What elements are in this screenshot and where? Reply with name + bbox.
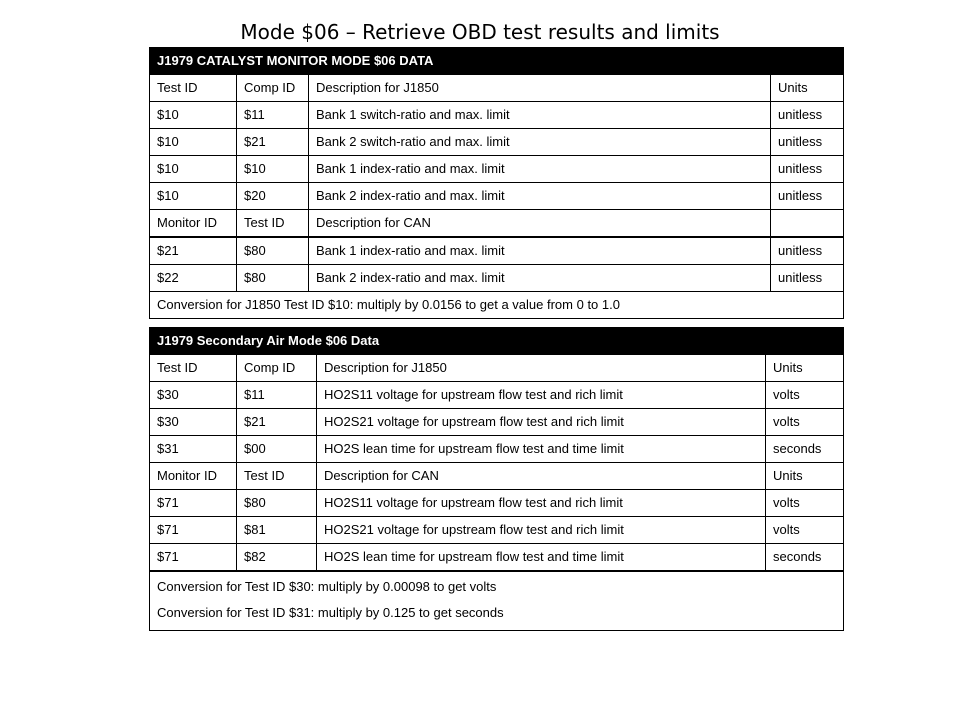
comp-id-cell: $21 — [237, 129, 309, 156]
column-header: Monitor ID — [150, 210, 237, 238]
description-cell: Bank 2 switch-ratio and max. limit — [309, 129, 771, 156]
secondary-air-table — [149, 327, 844, 631]
units-cell: unitless — [771, 156, 844, 183]
table-row — [150, 517, 844, 544]
units-cell: volts — [766, 409, 844, 436]
test-id-cell: $80 — [237, 237, 309, 265]
description-cell: Bank 1 index-ratio and max. limit — [309, 156, 771, 183]
conversion-note-row — [150, 292, 844, 319]
monitor-id-cell: $71 — [150, 544, 237, 572]
column-header: Test ID — [150, 355, 237, 382]
column-header: Test ID — [150, 75, 237, 102]
conversion-note: Conversion for J1850 Test ID $10: multiply by 0.0156 to get a value from 0 to 1.0 — [150, 292, 844, 319]
test-id-cell: $30 — [150, 409, 237, 436]
test-id-cell: $30 — [150, 382, 237, 409]
comp-id-cell: $21 — [237, 409, 317, 436]
description-cell: HO2S lean time for upstream flow test and time limit — [317, 436, 766, 463]
table-row — [150, 544, 844, 572]
conversion-note: Conversion for Test ID $30: multiply by 0.00098 to get volts — [157, 579, 497, 594]
units-cell: seconds — [766, 544, 844, 572]
column-header: Units — [766, 463, 844, 490]
column-header: Units — [766, 355, 844, 382]
comp-id-cell: $20 — [237, 183, 309, 210]
column-header: Description for J1850 — [317, 355, 766, 382]
column-header: Description for CAN — [317, 463, 766, 490]
description-cell: Bank 1 switch-ratio and max. limit — [309, 102, 771, 129]
table-row — [150, 436, 844, 463]
column-header: Description for J1850 — [309, 75, 771, 102]
table-row — [150, 382, 844, 409]
table-row — [150, 490, 844, 517]
column-header: Units — [771, 75, 844, 102]
units-cell: seconds — [766, 436, 844, 463]
table-row — [150, 129, 844, 156]
units-cell: unitless — [771, 237, 844, 265]
conversion-note: Conversion for Test ID $31: multiply by 0.125 to get seconds — [157, 605, 504, 620]
description-cell: HO2S21 voltage for upstream flow test and rich limit — [317, 517, 766, 544]
comp-id-cell: $00 — [237, 436, 317, 463]
monitor-id-cell: $71 — [150, 517, 237, 544]
table-header-row — [150, 48, 844, 75]
units-cell: volts — [766, 517, 844, 544]
column-header-row — [150, 355, 844, 382]
table-title: J1979 CATALYST MONITOR MODE $06 DATA — [150, 48, 844, 75]
test-id-cell: $10 — [150, 183, 237, 210]
monitor-id-cell: $71 — [150, 490, 237, 517]
description-cell: HO2S11 voltage for upstream flow test and rich limit — [317, 490, 766, 517]
test-id-cell: $80 — [237, 265, 309, 292]
monitor-id-cell: $22 — [150, 265, 237, 292]
can-column-header-row — [150, 210, 844, 238]
test-id-cell: $10 — [150, 129, 237, 156]
catalyst-monitor-table — [149, 47, 844, 319]
comp-id-cell: $10 — [237, 156, 309, 183]
test-id-cell: $80 — [237, 490, 317, 517]
can-column-header-row — [150, 463, 844, 490]
units-cell: volts — [766, 382, 844, 409]
description-cell: Bank 1 index-ratio and max. limit — [309, 237, 771, 265]
slide-title: Mode $06 – Retrieve OBD test results and limits — [240, 20, 720, 44]
column-header: Description for CAN — [309, 210, 771, 238]
test-id-cell: $10 — [150, 156, 237, 183]
description-cell: Bank 2 index-ratio and max. limit — [309, 265, 771, 292]
conversion-notes — [150, 571, 844, 631]
units-cell: volts — [766, 490, 844, 517]
column-header: Test ID — [237, 463, 317, 490]
test-id-cell: $81 — [237, 517, 317, 544]
description-cell: HO2S lean time for upstream flow test and time limit — [317, 544, 766, 572]
column-header: Comp ID — [237, 75, 309, 102]
table-title: J1979 Secondary Air Mode $06 Data — [150, 328, 844, 355]
table-row — [150, 237, 844, 265]
comp-id-cell: $11 — [237, 382, 317, 409]
test-id-cell: $31 — [150, 436, 237, 463]
units-cell: unitless — [771, 129, 844, 156]
comp-id-cell: $11 — [237, 102, 309, 129]
description-cell: HO2S11 voltage for upstream flow test and rich limit — [317, 382, 766, 409]
description-cell: Bank 2 index-ratio and max. limit — [309, 183, 771, 210]
column-header: Comp ID — [237, 355, 317, 382]
table-row — [150, 183, 844, 210]
column-header — [771, 210, 844, 238]
column-header: Test ID — [237, 210, 309, 238]
table-row — [150, 156, 844, 183]
table-row — [150, 102, 844, 129]
test-id-cell: $10 — [150, 102, 237, 129]
units-cell: unitless — [771, 183, 844, 210]
conversion-note-row — [150, 571, 844, 631]
monitor-id-cell: $21 — [150, 237, 237, 265]
column-header-row — [150, 75, 844, 102]
units-cell: unitless — [771, 265, 844, 292]
table-row — [150, 265, 844, 292]
test-id-cell: $82 — [237, 544, 317, 572]
column-header: Monitor ID — [150, 463, 237, 490]
table-row — [150, 409, 844, 436]
table-header-row — [150, 328, 844, 355]
description-cell: HO2S21 voltage for upstream flow test and rich limit — [317, 409, 766, 436]
units-cell: unitless — [771, 102, 844, 129]
